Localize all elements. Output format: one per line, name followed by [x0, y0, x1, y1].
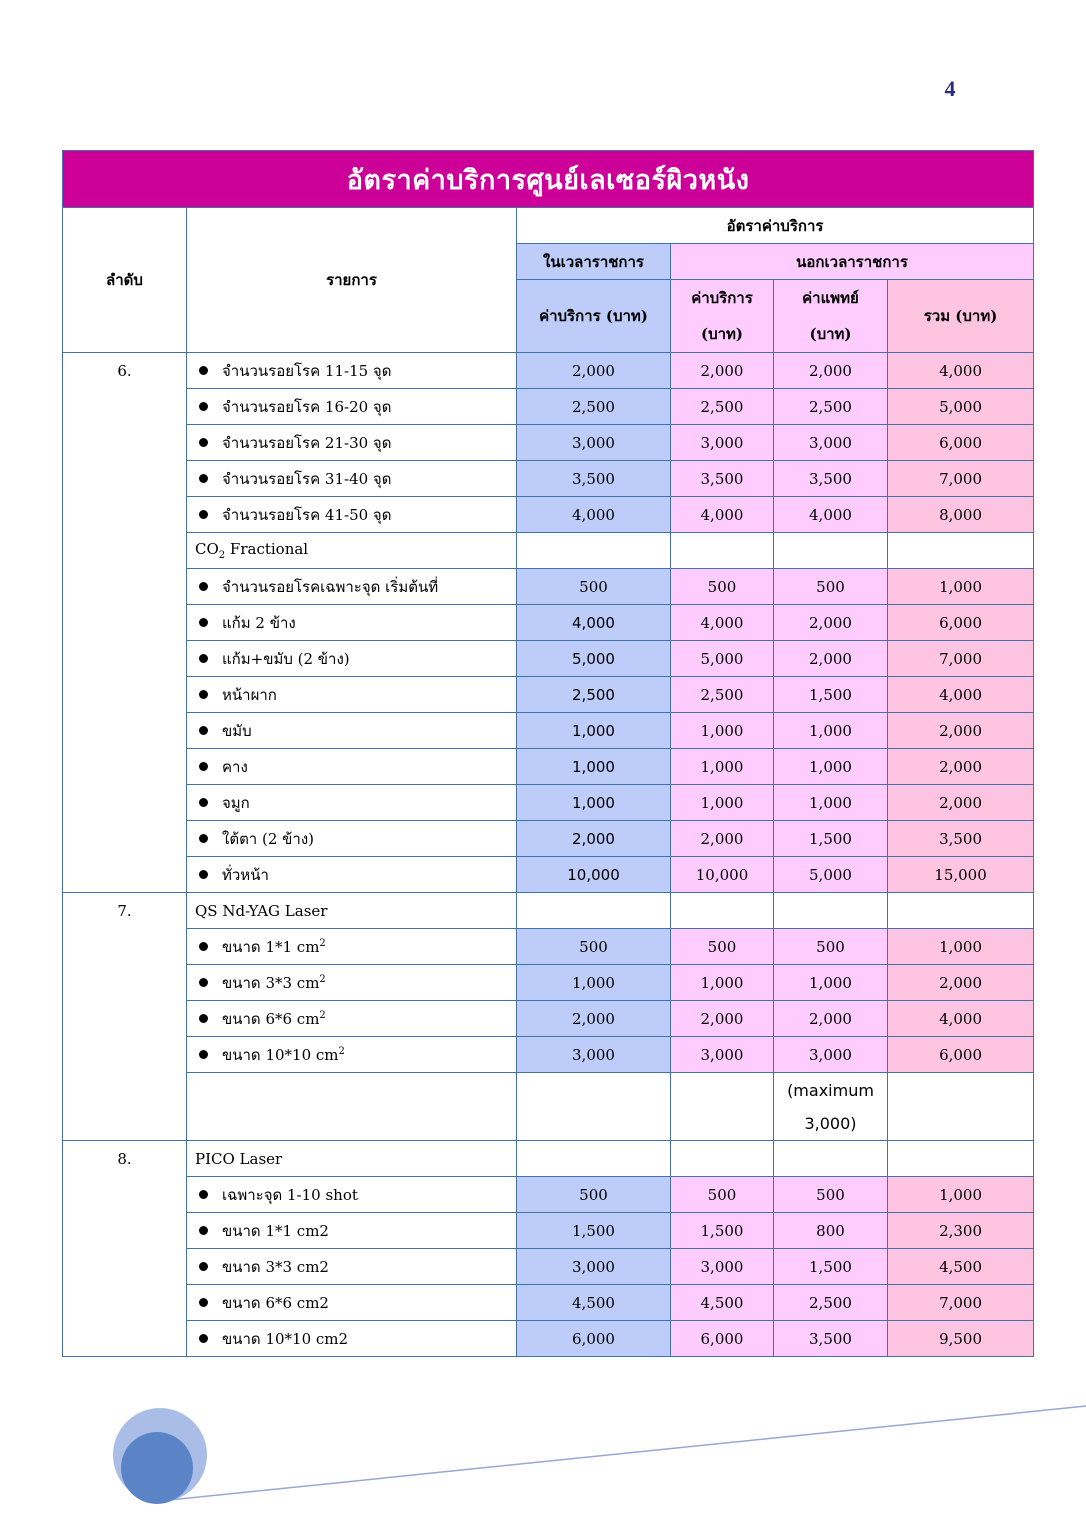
- bullet-icon: [199, 1226, 208, 1235]
- empty-cell: [517, 533, 671, 569]
- out-service-fee: 500: [671, 1177, 774, 1213]
- bullet-icon: [199, 510, 208, 519]
- item-label: จมูก: [222, 793, 250, 812]
- out-service-fee: 1,000: [671, 713, 774, 749]
- item-label: ขนาด 6*6 cm2: [222, 1293, 329, 1312]
- item-cell: [187, 857, 517, 893]
- header-doc-line1: ค่าแพทย์: [802, 289, 859, 307]
- total-fee: 15,000: [888, 857, 1034, 893]
- bullet-icon: [199, 1298, 208, 1307]
- in-hours-fee: 2,500: [517, 389, 671, 425]
- out-service-fee: 1,000: [671, 749, 774, 785]
- out-service-fee: 2,000: [671, 353, 774, 389]
- in-hours-fee: 2,000: [517, 821, 671, 857]
- table-row: [63, 713, 1034, 749]
- table-row: [63, 1037, 1034, 1073]
- table-row: [63, 497, 1034, 533]
- table-row: [63, 821, 1034, 857]
- out-service-fee: 3,000: [671, 1249, 774, 1285]
- header-seq: ลำดับ: [63, 208, 187, 353]
- header-in-hours: ในเวลาราชการ: [517, 244, 671, 280]
- table-row: [63, 461, 1034, 497]
- superscript-unit: 2: [338, 1045, 345, 1057]
- bullet-icon: [199, 1014, 208, 1023]
- in-hours-fee: 2,000: [517, 1001, 671, 1037]
- section-label: PICO Laser: [195, 1149, 283, 1168]
- header-svc-line1: ค่าบริการ: [691, 289, 753, 307]
- total-fee: 8,000: [888, 497, 1034, 533]
- table-row: [63, 677, 1034, 713]
- out-service-fee: 1,000: [671, 785, 774, 821]
- doctor-fee: 2,000: [774, 353, 888, 389]
- superscript-unit: 2: [319, 1009, 326, 1021]
- in-hours-fee: 5,000: [517, 641, 671, 677]
- bullet-icon: [199, 1334, 208, 1343]
- out-service-fee: 6,000: [671, 1321, 774, 1357]
- table-row: [63, 1177, 1034, 1213]
- total-fee: 4,000: [888, 353, 1034, 389]
- item-cell: [187, 1249, 517, 1285]
- note-line: (maximum: [787, 1080, 874, 1100]
- in-hours-fee: 4,000: [517, 605, 671, 641]
- table-row: [63, 605, 1034, 641]
- seq-number: 7.: [63, 893, 187, 1141]
- section-title: [187, 533, 517, 569]
- in-hours-fee: 2,000: [517, 353, 671, 389]
- item-cell: [187, 605, 517, 641]
- item-label: แก้ม+ขมับ (2 ข้าง): [222, 649, 350, 668]
- empty-cell: [888, 533, 1034, 569]
- empty-cell: [774, 893, 888, 929]
- co2-suffix: Fractional: [225, 540, 309, 558]
- out-service-fee: 1,000: [671, 965, 774, 1001]
- header-service-fee: ค่าบริการ (บาท): [517, 280, 671, 353]
- in-hours-fee: 1,500: [517, 1213, 671, 1249]
- item-label: จำนวนรอยโรค 31-40 จุด: [222, 469, 392, 488]
- bullet-icon: [199, 582, 208, 591]
- header-item: รายการ: [187, 208, 517, 353]
- item-label: แก้ม 2 ข้าง: [222, 613, 296, 632]
- total-fee: 4,000: [888, 677, 1034, 713]
- table-title: อัตราค่าบริการศูนย์เลเซอร์ผิวหนัง: [63, 151, 1034, 208]
- empty-cell: [888, 1073, 1034, 1141]
- total-fee: 3,500: [888, 821, 1034, 857]
- out-service-fee: 10,000: [671, 857, 774, 893]
- note-row: [63, 1073, 1034, 1141]
- section-row: [63, 893, 1034, 929]
- item-cell: [187, 389, 517, 425]
- page-number: 4: [944, 76, 956, 101]
- bullet-icon: [199, 654, 208, 663]
- table-row: [63, 1321, 1034, 1357]
- out-service-fee: 3,500: [671, 461, 774, 497]
- total-fee: 7,000: [888, 1285, 1034, 1321]
- empty-cell: [888, 893, 1034, 929]
- empty-cell: [888, 1141, 1034, 1177]
- table-row: [63, 857, 1034, 893]
- total-fee: 1,000: [888, 1177, 1034, 1213]
- item-label: จำนวนรอยโรค 16-20 จุด: [222, 397, 392, 416]
- in-hours-fee: 4,500: [517, 1285, 671, 1321]
- in-hours-fee: 1,000: [517, 785, 671, 821]
- item-cell: [187, 965, 517, 1001]
- item-label: ขมับ: [222, 721, 252, 740]
- doctor-fee: 3,500: [774, 1321, 888, 1357]
- out-service-fee: 2,000: [671, 1001, 774, 1037]
- doctor-fee: 3,000: [774, 1037, 888, 1073]
- empty-cell: [517, 893, 671, 929]
- total-fee: 7,000: [888, 641, 1034, 677]
- total-fee: 2,000: [888, 785, 1034, 821]
- table-row: [63, 1213, 1034, 1249]
- item-label: ขนาด 1*1 cm2: [222, 1221, 329, 1240]
- header-out-service-fee: [671, 280, 774, 353]
- item-label: จำนวนรอยโรค 21-30 จุด: [222, 433, 392, 452]
- bullet-icon: [199, 1050, 208, 1059]
- section-label: QS Nd-YAG Laser: [195, 901, 328, 920]
- empty-cell: [517, 1073, 671, 1141]
- out-service-fee: 1,500: [671, 1213, 774, 1249]
- item-cell: [187, 353, 517, 389]
- doctor-fee: 500: [774, 1177, 888, 1213]
- item-label: ขนาด 10*10 cm: [222, 1045, 339, 1064]
- out-service-fee: 2,000: [671, 821, 774, 857]
- out-service-fee: 4,000: [671, 605, 774, 641]
- item-cell: [187, 1213, 517, 1249]
- doctor-fee: 1,500: [774, 677, 888, 713]
- doctor-fee: 500: [774, 929, 888, 965]
- doctor-fee: 2,000: [774, 605, 888, 641]
- item-label: ขนาด 3*3 cm2: [222, 1257, 329, 1276]
- item-cell: [187, 497, 517, 533]
- out-service-fee: 500: [671, 929, 774, 965]
- total-fee: 1,000: [888, 569, 1034, 605]
- bullet-icon: [199, 618, 208, 627]
- in-hours-fee: 500: [517, 569, 671, 605]
- doctor-fee: 2,000: [774, 1001, 888, 1037]
- item-cell: [187, 425, 517, 461]
- bullet-icon: [199, 834, 208, 843]
- item-cell: [187, 677, 517, 713]
- doctor-fee: 3,000: [774, 425, 888, 461]
- total-fee: 2,300: [888, 1213, 1034, 1249]
- item-cell: [187, 929, 517, 965]
- section-title: [187, 893, 517, 929]
- out-service-fee: 2,500: [671, 389, 774, 425]
- total-fee: 2,000: [888, 713, 1034, 749]
- rates-table: [62, 150, 1034, 1357]
- bullet-icon: [199, 1190, 208, 1199]
- empty-cell: [671, 893, 774, 929]
- item-label: ทั่วหน้า: [222, 865, 269, 884]
- seq-number: 6.: [63, 353, 187, 893]
- doctor-fee: 2,500: [774, 1285, 888, 1321]
- total-fee: 9,500: [888, 1321, 1034, 1357]
- item-label: ใต้ตา (2 ข้าง): [222, 829, 315, 848]
- item-label: หน้าผาก: [222, 685, 277, 704]
- total-fee: 2,000: [888, 749, 1034, 785]
- header-out-hours: นอกเวลาราชการ: [671, 244, 1034, 280]
- in-hours-fee: 3,000: [517, 1249, 671, 1285]
- superscript-unit: 2: [319, 973, 326, 985]
- doctor-fee: 1,500: [774, 1249, 888, 1285]
- bullet-icon: [199, 690, 208, 699]
- in-hours-fee: 1,000: [517, 965, 671, 1001]
- co2-prefix: CO: [195, 540, 219, 558]
- bullet-icon: [199, 474, 208, 483]
- table-row: [63, 965, 1034, 1001]
- empty-cell: [517, 1141, 671, 1177]
- item-label: จำนวนรอยโรค 11-15 จุด: [222, 361, 392, 380]
- page-decoration: [0, 1390, 1086, 1536]
- item-cell: [187, 785, 517, 821]
- doctor-fee: 1,000: [774, 749, 888, 785]
- out-service-fee: 3,000: [671, 1037, 774, 1073]
- header-svc-line2: (บาท): [700, 325, 744, 343]
- decor-circle-inner: [121, 1432, 193, 1504]
- doctor-fee: 5,000: [774, 857, 888, 893]
- doctor-fee: 1,000: [774, 713, 888, 749]
- bullet-icon: [199, 870, 208, 879]
- item-label: คาง: [222, 757, 248, 776]
- item-cell: [187, 821, 517, 857]
- bullet-icon: [199, 402, 208, 411]
- total-fee: 2,000: [888, 965, 1034, 1001]
- item-cell: [187, 1037, 517, 1073]
- doctor-fee: 500: [774, 569, 888, 605]
- header-doctor-fee: [774, 280, 888, 353]
- item-label: จำนวนรอยโรคเฉพาะจุด เริ่มต้นที่: [222, 577, 439, 596]
- empty-cell: [671, 533, 774, 569]
- doctor-fee: 800: [774, 1213, 888, 1249]
- empty-cell: [187, 1073, 517, 1141]
- in-hours-fee: 3,000: [517, 425, 671, 461]
- table-row: [63, 425, 1034, 461]
- table-row: [63, 929, 1034, 965]
- decor-line: [150, 1406, 1086, 1502]
- doctor-fee: 3,500: [774, 461, 888, 497]
- header-rates: อัตราค่าบริการ: [517, 208, 1034, 244]
- item-cell: [187, 1321, 517, 1357]
- header-doc-line2: (บาท): [809, 325, 852, 343]
- doctor-fee: 2,000: [774, 641, 888, 677]
- item-label: ขนาด 1*1 cm: [222, 937, 320, 956]
- bullet-icon: [199, 726, 208, 735]
- doctor-fee: 1,000: [774, 965, 888, 1001]
- total-fee: 4,000: [888, 1001, 1034, 1037]
- item-cell: [187, 749, 517, 785]
- section-title: [187, 1141, 517, 1177]
- table-row: [63, 569, 1034, 605]
- bullet-icon: [199, 798, 208, 807]
- item-label: จำนวนรอยโรค 41-50 จุด: [222, 505, 392, 524]
- maximum-note: [774, 1073, 888, 1141]
- item-cell: [187, 569, 517, 605]
- table-row: [63, 641, 1034, 677]
- bullet-icon: [199, 438, 208, 447]
- seq-number: 8.: [63, 1141, 187, 1357]
- superscript-unit: 2: [319, 937, 326, 949]
- doctor-fee: 1,000: [774, 785, 888, 821]
- item-cell: [187, 461, 517, 497]
- out-service-fee: 4,500: [671, 1285, 774, 1321]
- total-fee: 7,000: [888, 461, 1034, 497]
- in-hours-fee: 2,500: [517, 677, 671, 713]
- bullet-icon: [199, 366, 208, 375]
- item-cell: [187, 1285, 517, 1321]
- in-hours-fee: 3,500: [517, 461, 671, 497]
- bullet-icon: [199, 1262, 208, 1271]
- out-service-fee: 4,000: [671, 497, 774, 533]
- in-hours-fee: 500: [517, 929, 671, 965]
- empty-cell: [671, 1073, 774, 1141]
- item-cell: [187, 1177, 517, 1213]
- table-row: [63, 353, 1034, 389]
- total-fee: 1,000: [888, 929, 1034, 965]
- total-fee: 6,000: [888, 425, 1034, 461]
- in-hours-fee: 500: [517, 1177, 671, 1213]
- co2-subscript: 2: [218, 550, 226, 561]
- item-label: ขนาด 3*3 cm: [222, 973, 320, 992]
- in-hours-fee: 10,000: [517, 857, 671, 893]
- in-hours-fee: 1,000: [517, 713, 671, 749]
- in-hours-fee: 6,000: [517, 1321, 671, 1357]
- out-service-fee: 500: [671, 569, 774, 605]
- in-hours-fee: 1,000: [517, 749, 671, 785]
- table-row: [63, 785, 1034, 821]
- empty-cell: [774, 1141, 888, 1177]
- doctor-fee: 4,000: [774, 497, 888, 533]
- total-fee: 6,000: [888, 1037, 1034, 1073]
- total-fee: 6,000: [888, 605, 1034, 641]
- total-fee: 4,500: [888, 1249, 1034, 1285]
- header-total: รวม (บาท): [888, 280, 1034, 353]
- empty-cell: [774, 533, 888, 569]
- item-label: ขนาด 6*6 cm: [222, 1009, 320, 1028]
- item-label: ขนาด 10*10 cm2: [222, 1329, 349, 1348]
- item-cell: [187, 1001, 517, 1037]
- bullet-icon: [199, 942, 208, 951]
- empty-cell: [671, 1141, 774, 1177]
- bullet-icon: [199, 978, 208, 987]
- item-label: เฉพาะจุด 1-10 shot: [222, 1185, 358, 1204]
- total-fee: 5,000: [888, 389, 1034, 425]
- table-row: [63, 1249, 1034, 1285]
- section-row: [63, 533, 1034, 569]
- section-row: [63, 1141, 1034, 1177]
- table-row: [63, 749, 1034, 785]
- out-service-fee: 5,000: [671, 641, 774, 677]
- in-hours-fee: 3,000: [517, 1037, 671, 1073]
- note-line: 3,000): [804, 1113, 857, 1133]
- in-hours-fee: 4,000: [517, 497, 671, 533]
- bullet-icon: [199, 762, 208, 771]
- item-cell: [187, 713, 517, 749]
- table-row: [63, 1285, 1034, 1321]
- out-service-fee: 3,000: [671, 425, 774, 461]
- doctor-fee: 2,500: [774, 389, 888, 425]
- table-row: [63, 1001, 1034, 1037]
- doctor-fee: 1,500: [774, 821, 888, 857]
- table-row: [63, 389, 1034, 425]
- out-service-fee: 2,500: [671, 677, 774, 713]
- item-cell: [187, 641, 517, 677]
